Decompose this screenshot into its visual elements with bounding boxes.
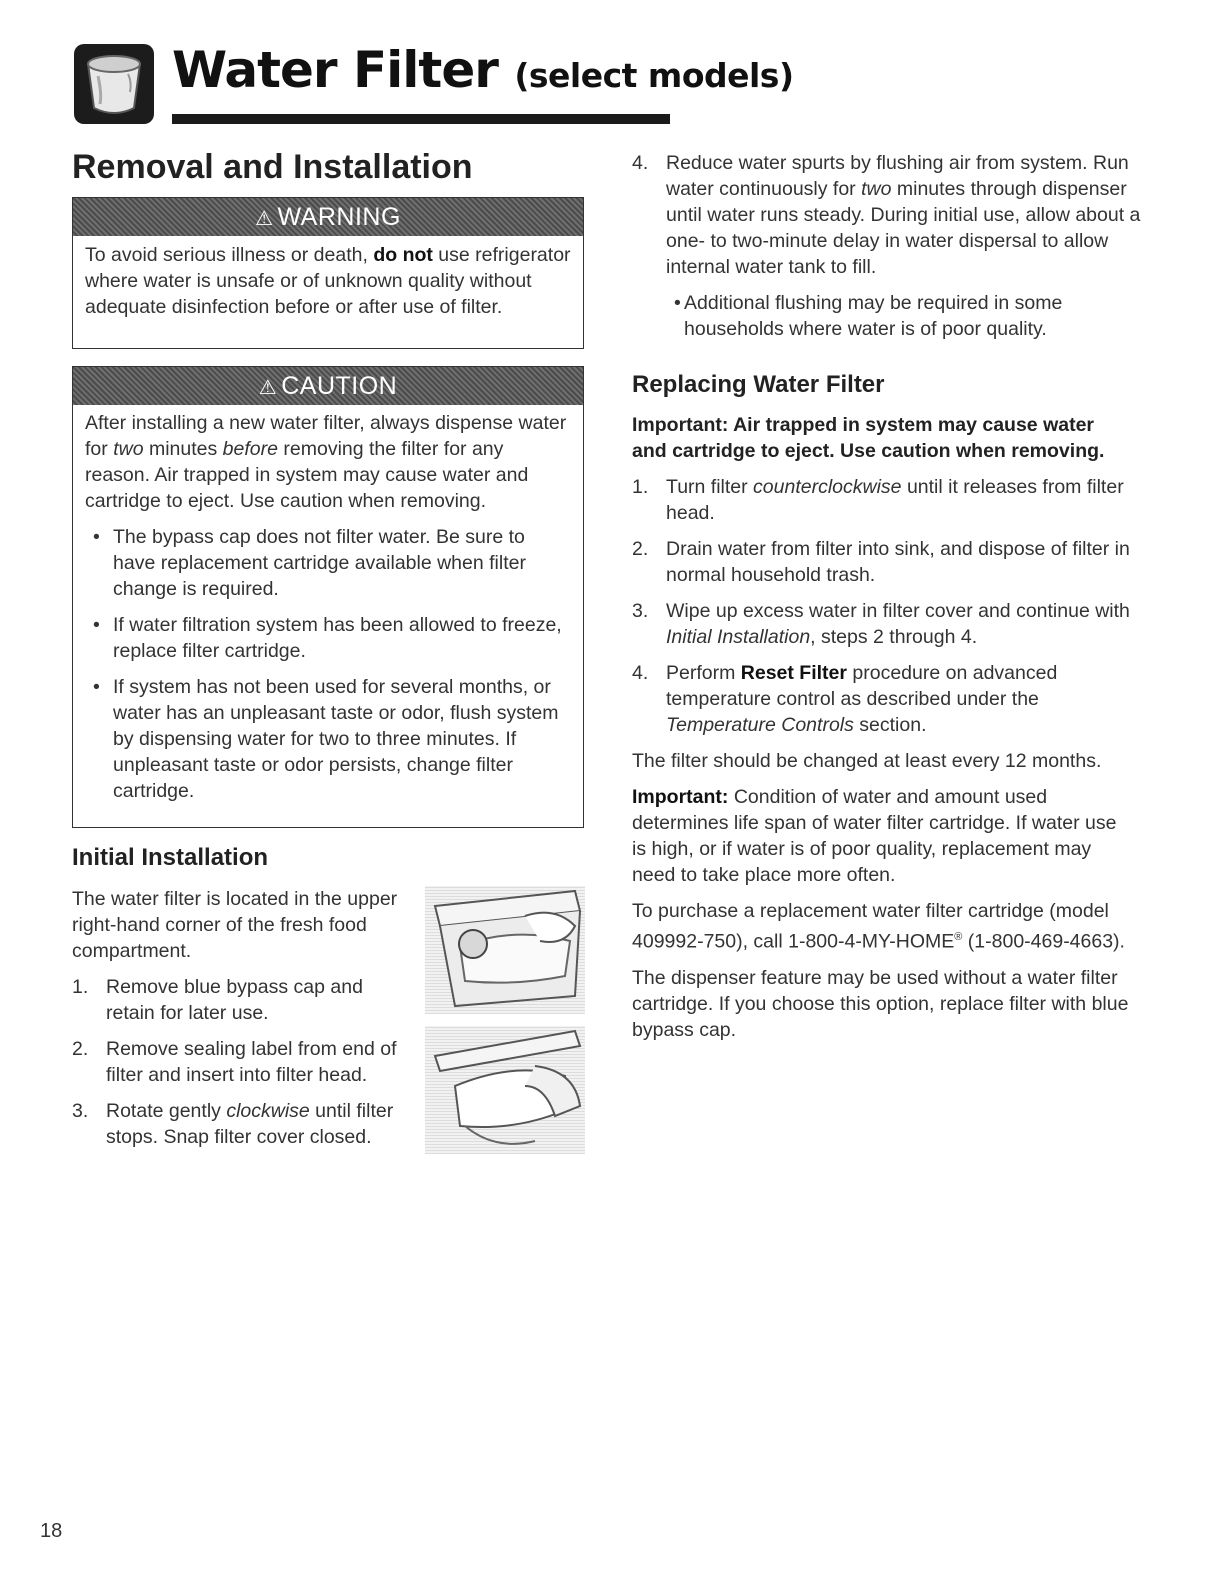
replacing-important: Important: Air trapped in system may cause water and cartridge to eject. Use caution when removing. <box>632 414 1105 462</box>
change-interval-note: The filter should be changed at least every 12 months. <box>632 750 1102 772</box>
initial-intro: The water filter is located in the upper right-hand corner of the fresh food compartment. <box>72 888 398 962</box>
warning-bar <box>73 198 583 236</box>
warning-text: To avoid serious illness or death, do not use refrigerator where water is unsafe or of unknown quality without adequate disinfection before or after use of filter. <box>85 244 571 318</box>
list-item: 2. Drain water from filter into sink, and dispose of filter in normal household trash. <box>632 538 1130 586</box>
list-item: 3. Wipe up excess water in filter cover and continue with Initial Installation, steps 2 through 4. <box>632 600 1130 648</box>
title-underline <box>172 114 670 124</box>
replacing-heading: Replacing Water Filter <box>632 371 885 398</box>
initial-steps <box>72 974 412 1150</box>
caution-triangle-icon: ⚠ <box>258 377 278 399</box>
purchase-note: To purchase a replacement water filter cartridge (model 409992-750), call 1-800-4-MY-HOME® (1-800-469-4663). <box>632 900 1125 953</box>
list-item: 3. Rotate gently clockwise until filter stops. Snap filter cover closed. <box>72 1100 394 1148</box>
list-item: • The bypass cap does not filter water. Be sure to have replacement cartridge available when filter change is required. <box>85 524 571 602</box>
page-number: 18 <box>40 1520 63 1542</box>
list-item: 1. Remove blue bypass cap and retain for later use. <box>72 976 363 1024</box>
list-item: • Additional flushing may be required in some households where water is of poor quality. <box>666 290 1152 342</box>
page-title <box>172 40 794 106</box>
list-item: • If system has not been used for several months, or water has an unpleasant taste or odor, flush system by dispensing water for two to three minutes. If unpleasant taste or odor persists, change filter cartridge. <box>85 674 571 804</box>
flush-step <box>632 150 1152 342</box>
list-item: 1. Turn filter counterclockwise until it releases from filter head. <box>632 476 1124 524</box>
caution-paragraph: After installing a new water filter, always dispense water for two minutes before removing the filter for any reason. Air trapped in system may cause water and cartridge to eject. Use caution when removing. <box>85 412 567 512</box>
warning-box <box>72 197 584 349</box>
list-item: 2. Remove sealing label from end of filter and insert into filter head. <box>72 1038 397 1086</box>
lifespan-important: Important: Condition of water and amount used determines life span of water filter cartridge. If water use is high, or if water is of poor quality, replacement may need to take place more often. <box>632 786 1117 886</box>
caution-bullet-list <box>85 524 571 804</box>
list-item: • If water filtration system has been allowed to freeze, replace filter cartridge. <box>85 612 571 664</box>
replacing-steps <box>632 474 1132 738</box>
warning-triangle-icon: ⚠ <box>255 208 274 230</box>
filter-insert-illustration <box>425 1026 585 1154</box>
list-item: 4. Perform Reset Filter procedure on advanced temperature control as described under the Temperature Controls section. <box>632 662 1058 736</box>
dispenser-note: The dispenser feature may be used without a water filter cartridge. If you choose this option, replace filter with blue bypass cap. <box>632 966 1129 1041</box>
caution-label: CAUTION <box>281 372 398 400</box>
title-main: Water Filter <box>172 41 498 99</box>
section-title: Removal and Installation <box>72 148 473 186</box>
list-item: 4. Reduce water spurts by flushing air from system. Run water continuously for two minutes through dispenser until water runs steady. During initial use, allow about a one- to two-minute delay in water dispersal to allow internal water tank to fill. • Additional flushing may be required in some households where water is of poor quality. <box>632 150 1152 342</box>
filter-cover-illustration <box>425 886 585 1014</box>
warning-label: WARNING <box>277 203 401 231</box>
water-filter-icon <box>72 42 156 126</box>
caution-bar <box>73 367 583 405</box>
initial-installation-heading: Initial Installation <box>72 844 269 871</box>
title-sub: (select models) <box>514 56 794 95</box>
caution-box <box>72 366 584 828</box>
